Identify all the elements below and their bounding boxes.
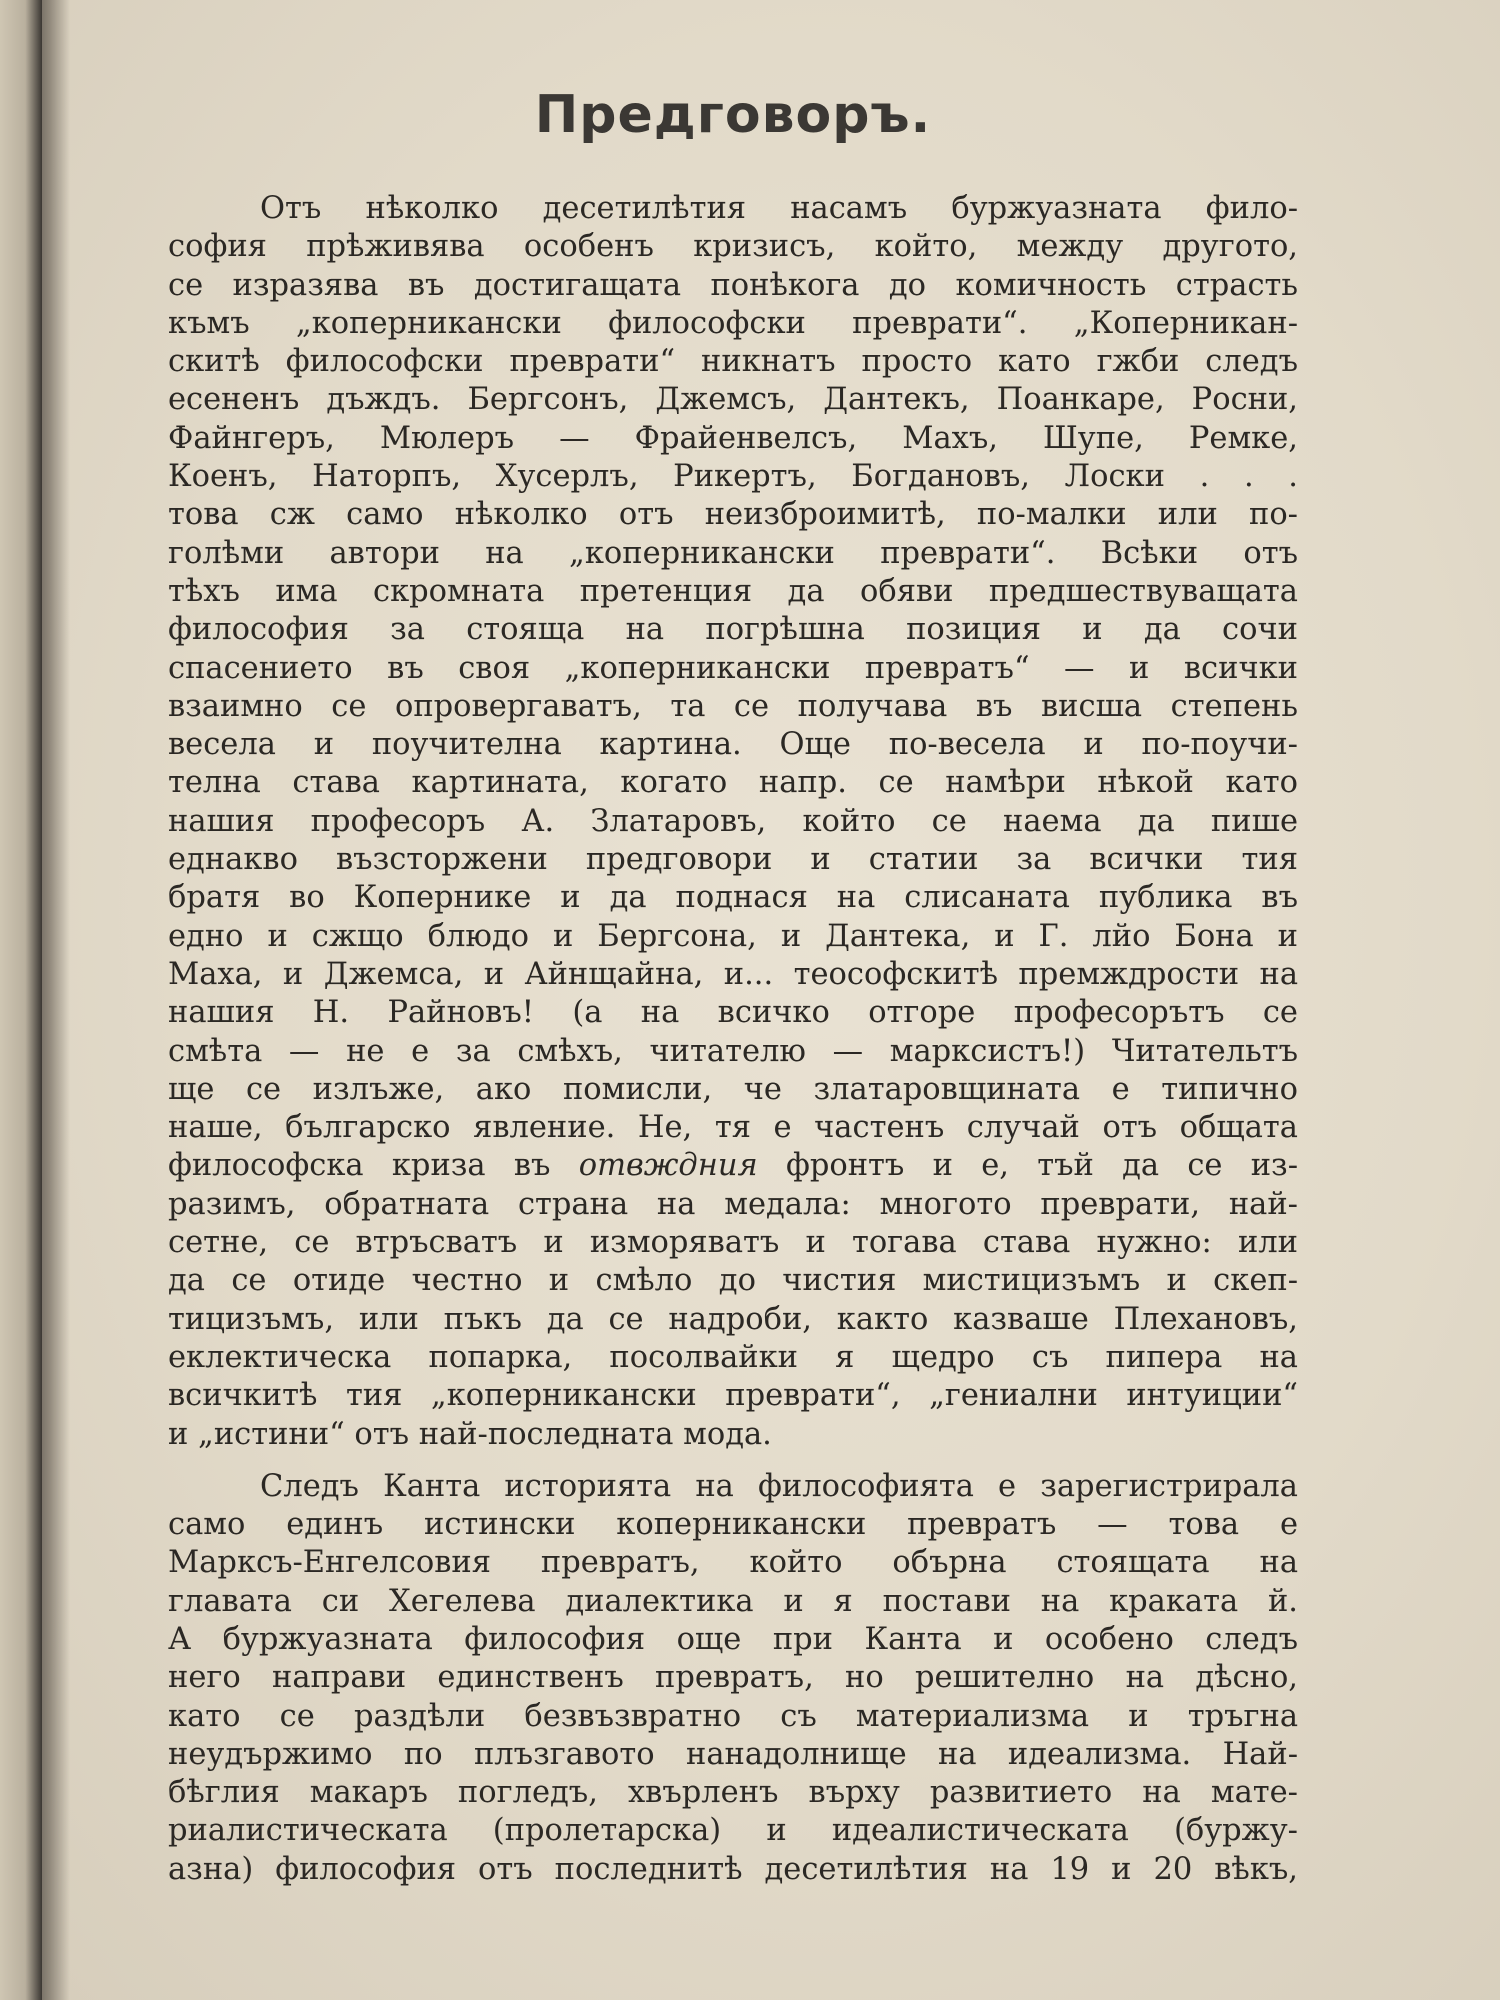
text-line: да се отиде честно и смѣло до чистия мистицизъмъ и скеп- <box>168 1263 1298 1299</box>
text-line: тѣхъ има скромната претенция да обяви предшествуващата <box>168 573 1298 609</box>
text-line: азна) философия отъ последнитѣ десетилѣтия на 19 и 20 вѣкъ, <box>168 1851 1298 1887</box>
text-line: Файнгеръ, Мюлеръ — Фрайенвелсъ, Махъ, Шупе, Ремке, <box>168 420 1298 456</box>
paragraph-2 <box>168 1468 1298 1889</box>
italic-word: отвждния <box>578 1148 758 1184</box>
text-line: взаимно се опровергаватъ, та се получава въ висша степень <box>168 688 1298 724</box>
text-line: само единъ истински коперникански превратъ — това е <box>168 1507 1298 1543</box>
text-line: наше, българско явление. Не, тя е частенъ случай отъ общата <box>168 1110 1298 1146</box>
text-line-with-italic <box>168 1147 1298 1185</box>
text-line: тицизъмъ, или пъкъ да се надроби, както казваше Плехановъ, <box>168 1301 1298 1337</box>
text-line: еднакво възсторжени предговори и статии за всички тия <box>168 842 1298 878</box>
text-line: весела и поучителна картина. Още по-весела и по-поучи- <box>168 727 1298 763</box>
text-line: ще се излъже, ако помисли, че златаровщината е типично <box>168 1071 1298 1107</box>
text-line: есененъ дъждъ. Бергсонъ, Джемсъ, Дантекъ, Поанкаре, Росни, <box>168 382 1298 418</box>
text-line: всичкитѣ тия „коперникански преврати“, „гениални интуиции“ <box>168 1378 1298 1414</box>
text-line: Коенъ, Наторпъ, Хусерлъ, Рикертъ, Богдановъ, Лоски . . . <box>168 459 1298 495</box>
text-line: бѣглия макаръ погледъ, хвърленъ върху развитието на мате- <box>168 1775 1298 1811</box>
text-line: Марксъ-Енгелсовия превратъ, който обърна стоящата на <box>168 1545 1298 1581</box>
text-segment: фронтъ и е, тъй да се из- <box>757 1148 1298 1184</box>
text-line: А буржуазната философия още при Канта и особено следъ <box>168 1621 1298 1657</box>
text-line: това сж само нѣколко отъ неизброимитѣ, по-малки или по- <box>168 497 1298 533</box>
text-line: и „истини“ отъ най-последната мода. <box>168 1416 772 1452</box>
text-line: се изразява въ достигащата понѣкога до комичность страсть <box>168 267 1298 303</box>
page-content <box>168 70 1298 1903</box>
text-line: Следъ Канта историята на философията е зарегистрирала <box>260 1468 1298 1504</box>
text-line: нашия Н. Райновъ! (а на всичко отгоре професорътъ се <box>168 995 1298 1031</box>
text-line: смѣта — не е за смѣхъ, читателю — марксистъ!) Читательтъ <box>168 1033 1298 1069</box>
text-line: еклектическа попарка, посолвайки я щедро съ пипера на <box>168 1339 1298 1375</box>
text-line: риалистическата (пролетарска) и идеалистическата (буржу- <box>168 1813 1298 1849</box>
text-segment: философска криза въ <box>168 1148 579 1184</box>
text-line: него направи единственъ превратъ, но решително на дѣсно, <box>168 1660 1298 1696</box>
text-line: спасението въ своя „коперникански превратъ“ — и всички <box>168 650 1298 686</box>
text-line: телна става картината, когато напр. се намѣри нѣкой като <box>168 765 1298 801</box>
text-line: софия прѣживява особенъ кризисъ, който, между другото, <box>168 229 1298 265</box>
text-line: Маха, и Джемса, и Айнщайна, и... теософскитѣ премждрости на <box>168 956 1298 992</box>
text-line: разимъ, обратната страна на медала: многото преврати, най- <box>168 1186 1298 1222</box>
text-line: къмъ „коперникански философски преврати“. „Коперникан- <box>168 305 1298 341</box>
text-line: като се раздѣли безвъзвратно съ материализма и тръгна <box>168 1698 1298 1734</box>
text-line: сетне, се втръсватъ и изморяватъ и тогава става нужно: или <box>168 1225 1298 1261</box>
text-line: Отъ нѣколко десетилѣтия насамъ буржуазната фило- <box>260 191 1298 226</box>
text-line: философия за стояща на погрѣшна позиция и да сочи <box>168 612 1298 648</box>
text-line: едно и сжщо блюдо и Бергсона, и Дантека, и Г. лйо Бона и <box>168 918 1298 954</box>
text-line: главата си Хегелева диалектика и я постави на краката й. <box>168 1583 1298 1619</box>
text-line: братя во Копернике и да поднася на слисаната публика въ <box>168 880 1298 916</box>
page-title: Предговоръ. <box>534 85 932 145</box>
paragraph-1 <box>168 190 1298 1454</box>
facing-page-edge <box>0 0 42 2000</box>
text-line: скитѣ философски преврати“ никнатъ просто като гжби следъ <box>168 344 1298 380</box>
text-line: неудържимо по плъзгавото нанадолнище на идеализма. Най- <box>168 1736 1298 1772</box>
text-line: голѣми автори на „коперникански преврати“. Всѣки отъ <box>168 535 1298 571</box>
text-line: нашия професоръ А. Златаровъ, който се наема да пише <box>168 803 1298 839</box>
